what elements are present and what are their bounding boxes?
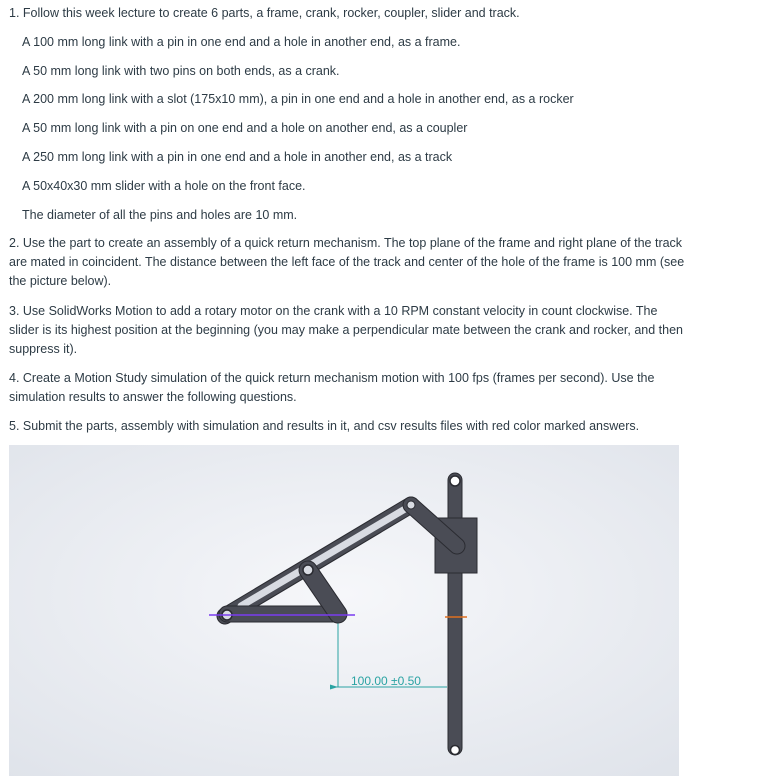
part-frame-description: A 100 mm long link with a pin in one end and a hole in another end, as a frame. — [22, 35, 461, 49]
track-top-hole — [450, 476, 460, 486]
part-track-description: A 250 mm long link with a pin in one end and a hole in another end, as a track — [22, 150, 453, 164]
mechanism-figure — [9, 445, 679, 776]
coupler-joint — [407, 501, 415, 509]
step-5-text: 5. Submit the parts, assembly with simulation and results in it, and csv results files with red color marked answers. — [9, 419, 640, 433]
step-3-text: 3. Use SolidWorks Motion to add a rotary motor on the crank with a 10 RPM constant velocity in count clockwise. The slider is its highest position at the beginning (you may make a perpendicular mate between the crank and rocker, and then suppress it). — [9, 304, 684, 356]
crank-pin — [303, 565, 313, 575]
part-slider-description: A 50x40x30 mm slider with a hole on the front face. — [22, 179, 306, 193]
dimension-label: 100.00 ±0.50 — [351, 674, 421, 688]
part-rocker-description: A 200 mm long link with a slot (175x10 mm), a pin in one end and a hole in another end, as a rocker — [22, 92, 574, 106]
mechanism-drawing — [9, 445, 679, 776]
step-4-text: 4. Create a Motion Study simulation of the quick return mechanism motion with 100 fps (frames per second). Use the simulation results to answer the following questions. — [9, 371, 655, 404]
part-crank-description: A 50 mm long link with two pins on both ends, as a crank. — [22, 64, 340, 78]
part-coupler-description: A 50 mm long link with a pin on one end and a hole on another end, as a coupler — [22, 121, 468, 135]
pin-diameter-note: The diameter of all the pins and holes are 10 mm. — [22, 208, 298, 222]
step-1-text: 1. Follow this week lecture to create 6 parts, a frame, crank, rocker, coupler, slider and track. — [9, 6, 520, 20]
track-bottom-hole — [451, 746, 460, 755]
step-2-text: 2. Use the part to create an assembly of a quick return mechanism. The top plane of the frame and right plane of the track are mated in coincident. The distance between the left face of the track and center of the hole of the frame is 100 mm (see the picture below). — [9, 236, 685, 288]
